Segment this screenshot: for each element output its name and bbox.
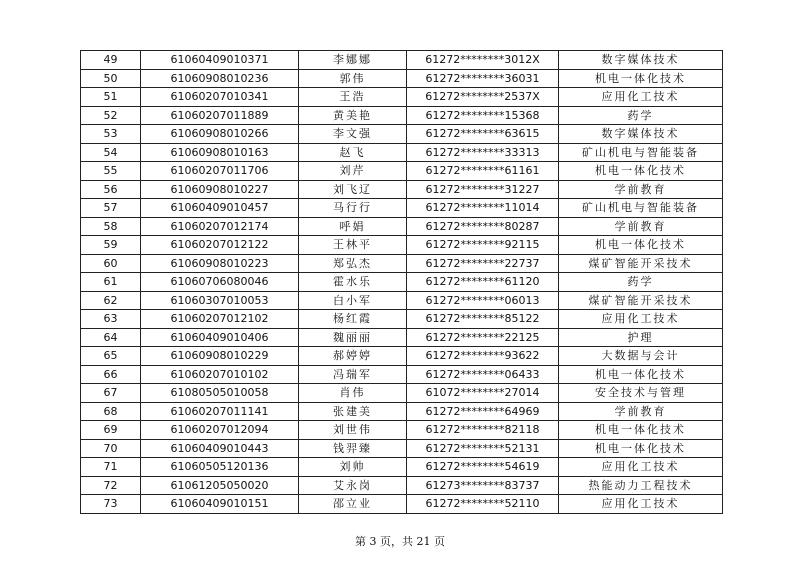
major-cell: 热能动力工程技术 <box>559 476 723 495</box>
table-row <box>81 254 723 273</box>
major-cell: 矿山机电与智能装备 <box>559 143 723 162</box>
student-name-cell: 郭伟 <box>299 69 407 88</box>
student-id-cell: 61060307010053 <box>141 291 299 310</box>
row-number: 54 <box>81 143 141 162</box>
id-card-cell: 61272********52110 <box>407 495 559 514</box>
table-row <box>81 125 723 144</box>
student-id-cell: 61060409010443 <box>141 439 299 458</box>
student-id-cell: 61060908010163 <box>141 143 299 162</box>
table-row <box>81 421 723 440</box>
table-row <box>81 162 723 181</box>
table-row <box>81 365 723 384</box>
row-number: 63 <box>81 310 141 329</box>
student-name-cell: 艾永岗 <box>299 476 407 495</box>
student-id-cell: 61060409010151 <box>141 495 299 514</box>
student-name-cell: 李娜娜 <box>299 51 407 70</box>
row-number: 66 <box>81 365 141 384</box>
id-card-cell: 61272********33313 <box>407 143 559 162</box>
page-footer: 第 3 页，共 21 页 <box>355 535 445 548</box>
major-cell: 药学 <box>559 106 723 125</box>
major-cell: 煤矿智能开采技术 <box>559 291 723 310</box>
table-row <box>81 69 723 88</box>
id-card-cell: 61272********93622 <box>407 347 559 366</box>
id-card-cell: 61272********64969 <box>407 402 559 421</box>
id-card-cell: 61272********06013 <box>407 291 559 310</box>
row-number: 59 <box>81 236 141 255</box>
id-card-cell: 61272********36031 <box>407 69 559 88</box>
table-row <box>81 291 723 310</box>
major-cell: 应用化工技术 <box>559 495 723 514</box>
student-name-cell: 钱羿臻 <box>299 439 407 458</box>
row-number: 72 <box>81 476 141 495</box>
student-roster-table <box>80 50 723 514</box>
row-number: 60 <box>81 254 141 273</box>
student-name-cell: 赵飞 <box>299 143 407 162</box>
student-id-cell: 61060207011706 <box>141 162 299 181</box>
id-card-cell: 61272********82118 <box>407 421 559 440</box>
major-cell: 机电一体化技术 <box>559 236 723 255</box>
major-cell: 药学 <box>559 273 723 292</box>
major-cell: 应用化工技术 <box>559 310 723 329</box>
table-row <box>81 199 723 218</box>
table-row <box>81 310 723 329</box>
row-number: 64 <box>81 328 141 347</box>
major-cell: 机电一体化技术 <box>559 162 723 181</box>
id-card-cell: 61272********63615 <box>407 125 559 144</box>
row-number: 58 <box>81 217 141 236</box>
id-card-cell: 61272********15368 <box>407 106 559 125</box>
id-card-cell: 61272********31227 <box>407 180 559 199</box>
major-cell: 机电一体化技术 <box>559 69 723 88</box>
table-row <box>81 217 723 236</box>
student-id-cell: 61060706080046 <box>141 273 299 292</box>
student-name-cell: 张建美 <box>299 402 407 421</box>
table-row <box>81 143 723 162</box>
student-name-cell: 刘世伟 <box>299 421 407 440</box>
student-id-cell: 61060409010406 <box>141 328 299 347</box>
student-name-cell: 白小军 <box>299 291 407 310</box>
id-card-cell: 61272********92115 <box>407 236 559 255</box>
student-name-cell: 刘帅 <box>299 458 407 477</box>
major-cell: 学前教育 <box>559 217 723 236</box>
table-row <box>81 458 723 477</box>
table-row <box>81 236 723 255</box>
table-row <box>81 328 723 347</box>
table-row <box>81 106 723 125</box>
row-number: 50 <box>81 69 141 88</box>
row-number: 65 <box>81 347 141 366</box>
student-id-cell: 61061205050020 <box>141 476 299 495</box>
row-number: 73 <box>81 495 141 514</box>
table-row <box>81 347 723 366</box>
table-row <box>81 51 723 70</box>
table-row <box>81 439 723 458</box>
row-number: 69 <box>81 421 141 440</box>
table-row <box>81 476 723 495</box>
id-card-cell: 61273********83737 <box>407 476 559 495</box>
id-card-cell: 61272********22125 <box>407 328 559 347</box>
row-number: 52 <box>81 106 141 125</box>
student-id-cell: 61060207012174 <box>141 217 299 236</box>
student-id-cell: 61060207011889 <box>141 106 299 125</box>
id-card-cell: 61272********61161 <box>407 162 559 181</box>
id-card-cell: 61272********3012X <box>407 51 559 70</box>
major-cell: 机电一体化技术 <box>559 439 723 458</box>
student-id-cell: 61060207012122 <box>141 236 299 255</box>
student-id-cell: 61060409010371 <box>141 51 299 70</box>
student-name-cell: 冯瑞军 <box>299 365 407 384</box>
major-cell: 煤矿智能开采技术 <box>559 254 723 273</box>
row-number: 57 <box>81 199 141 218</box>
id-card-cell: 61272********52131 <box>407 439 559 458</box>
student-name-cell: 霍水乐 <box>299 273 407 292</box>
table-row <box>81 384 723 403</box>
major-cell: 数字媒体技术 <box>559 125 723 144</box>
major-cell: 护理 <box>559 328 723 347</box>
student-name-cell: 呼娟 <box>299 217 407 236</box>
student-name-cell: 刘芹 <box>299 162 407 181</box>
row-number: 67 <box>81 384 141 403</box>
id-card-cell: 61272********85122 <box>407 310 559 329</box>
id-card-cell: 61272********54619 <box>407 458 559 477</box>
student-name-cell: 郝婷婷 <box>299 347 407 366</box>
student-id-cell: 61060908010229 <box>141 347 299 366</box>
id-card-cell: 61272********11014 <box>407 199 559 218</box>
student-id-cell: 61060409010457 <box>141 199 299 218</box>
id-card-cell: 61272********22737 <box>407 254 559 273</box>
student-name-cell: 杨红霞 <box>299 310 407 329</box>
student-id-cell: 61060908010236 <box>141 69 299 88</box>
student-id-cell: 61060207012094 <box>141 421 299 440</box>
student-id-cell: 61060207012102 <box>141 310 299 329</box>
row-number: 55 <box>81 162 141 181</box>
student-name-cell: 王林平 <box>299 236 407 255</box>
id-card-cell: 61272********61120 <box>407 273 559 292</box>
student-id-cell: 61060908010223 <box>141 254 299 273</box>
student-name-cell: 黄美艳 <box>299 106 407 125</box>
id-card-cell: 61272********80287 <box>407 217 559 236</box>
row-number: 51 <box>81 88 141 107</box>
student-name-cell: 魏丽丽 <box>299 328 407 347</box>
row-number: 71 <box>81 458 141 477</box>
id-card-cell: 61072********27014 <box>407 384 559 403</box>
major-cell: 机电一体化技术 <box>559 365 723 384</box>
student-id-cell: 61060908010227 <box>141 180 299 199</box>
student-name-cell: 王浩 <box>299 88 407 107</box>
student-id-cell: 61060207010341 <box>141 88 299 107</box>
table-row <box>81 88 723 107</box>
student-name-cell: 郑弘杰 <box>299 254 407 273</box>
table-row <box>81 180 723 199</box>
student-name-cell: 马行行 <box>299 199 407 218</box>
student-name-cell: 李文强 <box>299 125 407 144</box>
major-cell: 数字媒体技术 <box>559 51 723 70</box>
row-number: 68 <box>81 402 141 421</box>
table-row <box>81 273 723 292</box>
student-id-cell: 61060207011141 <box>141 402 299 421</box>
student-id-cell: 61060908010266 <box>141 125 299 144</box>
roster-body <box>81 51 723 514</box>
major-cell: 学前教育 <box>559 402 723 421</box>
row-number: 56 <box>81 180 141 199</box>
student-name-cell: 邵立业 <box>299 495 407 514</box>
major-cell: 应用化工技术 <box>559 458 723 477</box>
student-id-cell: 61060505120136 <box>141 458 299 477</box>
major-cell: 应用化工技术 <box>559 88 723 107</box>
major-cell: 大数据与会计 <box>559 347 723 366</box>
row-number: 62 <box>81 291 141 310</box>
row-number: 70 <box>81 439 141 458</box>
row-number: 49 <box>81 51 141 70</box>
id-card-cell: 61272********06433 <box>407 365 559 384</box>
major-cell: 机电一体化技术 <box>559 421 723 440</box>
student-name-cell: 肖伟 <box>299 384 407 403</box>
row-number: 53 <box>81 125 141 144</box>
major-cell: 矿山机电与智能装备 <box>559 199 723 218</box>
major-cell: 学前教育 <box>559 180 723 199</box>
student-id-cell: 61060207010102 <box>141 365 299 384</box>
row-number: 61 <box>81 273 141 292</box>
student-name-cell: 刘飞辽 <box>299 180 407 199</box>
student-id-cell: 61080505010058 <box>141 384 299 403</box>
table-row <box>81 402 723 421</box>
id-card-cell: 61272********2537X <box>407 88 559 107</box>
table-row <box>81 495 723 514</box>
major-cell: 安全技术与管理 <box>559 384 723 403</box>
